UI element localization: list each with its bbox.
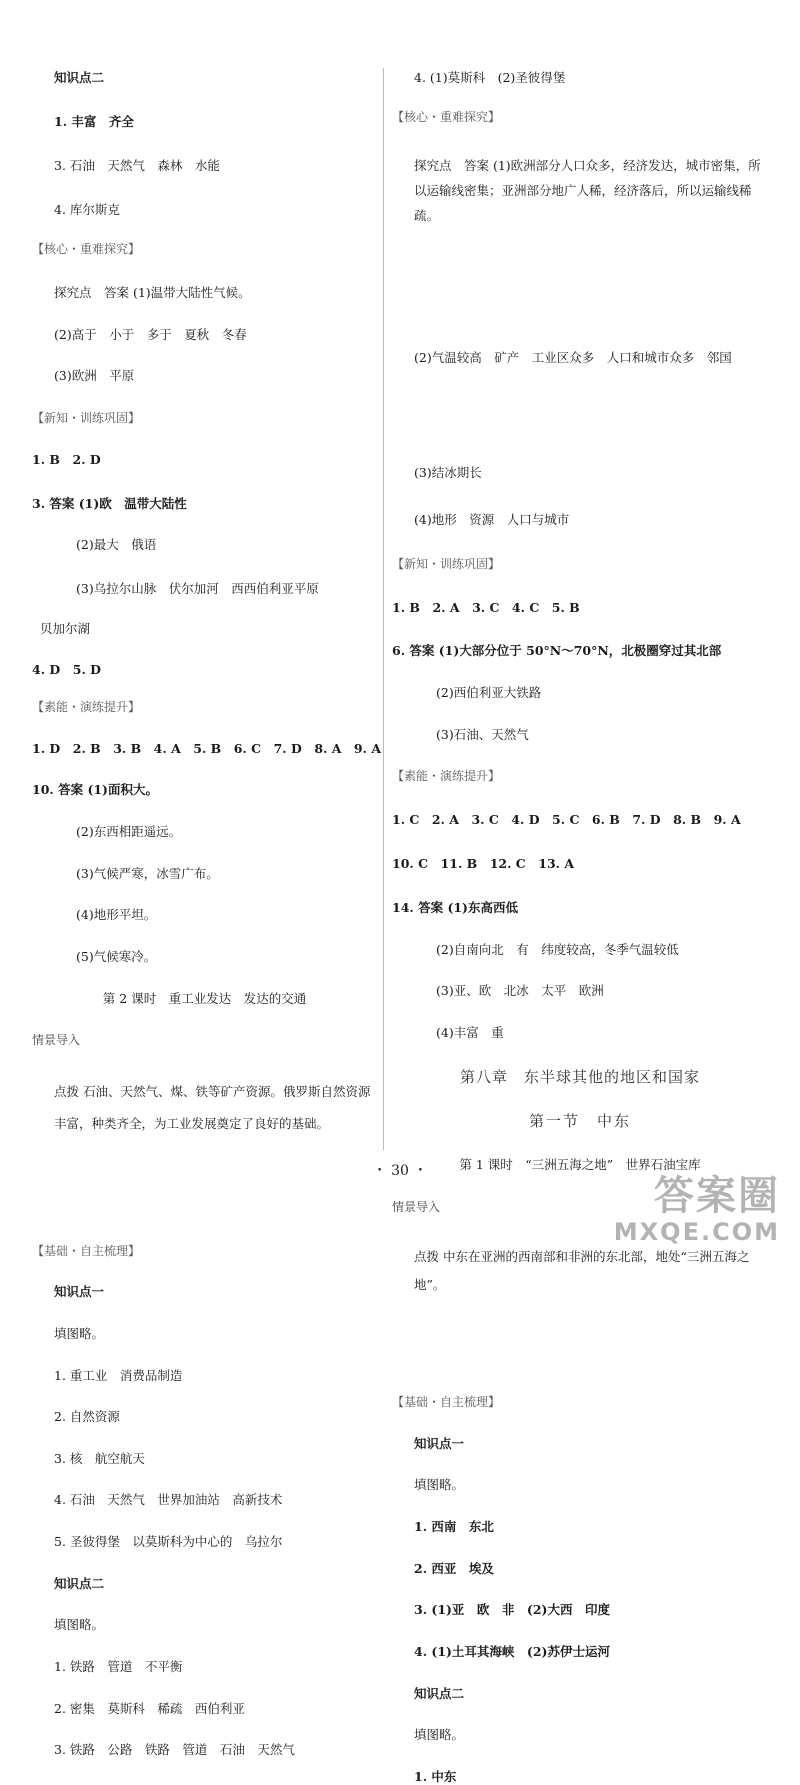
section-header: 【新知・训练巩固】 bbox=[32, 411, 141, 426]
answer-line: 1. C 2. A 3. C 4. D 5. C 6. B 7. D 8. B 9. A bbox=[392, 812, 741, 828]
answer-line: 1. B 2. A 3. C 4. C 5. B bbox=[392, 599, 580, 615]
answer-line: (4)地形 资源 人口与城市 bbox=[414, 511, 570, 527]
answer-line: 10. C 11. B 12. C 13. A bbox=[392, 856, 575, 872]
section-header: 【核心・重难探究】 bbox=[32, 242, 141, 257]
answer-line: 3. 铁路 公路 铁路 管道 石油 天然气 bbox=[54, 1742, 295, 1758]
answer-line: 2. 自然资源 bbox=[54, 1409, 120, 1425]
answer-line: 1. D 2. B 3. B 4. A 5. B 6. C 7. D 8. A 9. A bbox=[32, 740, 382, 756]
answer-line: 1. 中东 bbox=[414, 1768, 457, 1784]
knowledge-point-heading: 知识点二 bbox=[54, 70, 105, 85]
answer-paragraph: 点拨 石油、天然气、煤、铁等矿产资源。俄罗斯自然资源丰富，种类齐全，为工业发展奠定了良好的基础。 bbox=[54, 1084, 371, 1132]
knowledge-point-heading: 知识点一 bbox=[54, 1284, 105, 1300]
answer-line: 1. 西南 东北 bbox=[414, 1519, 494, 1534]
answer-line: 1. 铁路 管道 不平衡 bbox=[54, 1658, 183, 1674]
answer-line: (3)石油、天然气 bbox=[436, 726, 529, 742]
answer-line: 3. (1)亚 欧 非 (2)大西 印度 bbox=[414, 1602, 610, 1618]
knowledge-point-heading: 知识点一 bbox=[414, 1435, 465, 1451]
answer-line: 1. B 2. D bbox=[32, 451, 101, 467]
left-column bbox=[32, 70, 382, 1758]
section-title: 第一节 中东 bbox=[528, 1112, 631, 1131]
answer-paragraph: (2)气温较高 矿产 工业区众多 人口和城市众多 邻国 bbox=[414, 349, 732, 365]
answer-line: (4)地形平坦。 bbox=[76, 907, 157, 923]
answer-line: 填图略。 bbox=[414, 1727, 465, 1743]
answer-line: (4)丰富 重 bbox=[436, 1025, 504, 1041]
watermark-logo bbox=[614, 1174, 780, 1246]
answer-line: (2)东西相距遥远。 bbox=[76, 824, 182, 839]
answer-line: (3)结冰期长 bbox=[414, 465, 482, 481]
section-header: 【基础・自主梳理】 bbox=[392, 1395, 501, 1410]
section-header: 【素能・演练提升】 bbox=[392, 769, 501, 784]
knowledge-point-heading: 知识点二 bbox=[54, 1575, 105, 1591]
answer-line: 填图略。 bbox=[414, 1477, 465, 1493]
answer-line: 1. 重工业 消费品制造 bbox=[54, 1367, 183, 1383]
answer-line: (2)高于 小于 多于 夏秋 冬春 bbox=[54, 326, 247, 342]
answer-line: 4. (1)莫斯科 (2)圣彼得堡 bbox=[414, 70, 566, 85]
answer-line: 探究点 答案 (1)温带大陆性气候。 bbox=[54, 285, 251, 301]
answer-line: 3. 核 航空航天 bbox=[54, 1450, 145, 1466]
answer-line: (3)气候严寒，冰雪广布。 bbox=[76, 865, 219, 881]
answer-line: (3)欧洲 平原 bbox=[54, 368, 135, 384]
answer-line: 5. 圣彼得堡 以莫斯科为中心的 乌拉尔 bbox=[54, 1534, 283, 1550]
subsection-title: 情景导入 bbox=[32, 1033, 81, 1048]
page-number: ・ 30 ・ bbox=[372, 1163, 428, 1179]
answer-line: 3. 石油 天然气 森林 水能 bbox=[54, 157, 220, 173]
answer-line: 6. 答案 (1)大部分位于 50°N～70°N，北极圈穿过其北部 bbox=[392, 643, 722, 659]
answer-line: 10. 答案 (1)面积大。 bbox=[32, 782, 158, 798]
section-header: 【素能・演练提升】 bbox=[32, 700, 141, 715]
column-divider bbox=[383, 68, 384, 1150]
answer-paragraph: 点拨 中东在亚洲的西南部和非洲的东北部，地处“三洲五海之地”。 bbox=[414, 1248, 750, 1292]
answer-paragraph: 探究点 答案 (1)欧洲部分人口众多，经济发达，城市密集，所以运输线密集；亚洲部分地广人稀，经济落后，所以运输线稀疏。 bbox=[414, 158, 761, 224]
answer-line: (3)亚、欧 北冰 太平 欧洲 bbox=[436, 983, 604, 999]
answer-line: 4. (1)土耳其海峡 (2)苏伊士运河 bbox=[414, 1643, 610, 1659]
answer-line: 4. D 5. D bbox=[32, 662, 101, 678]
section-header: 【核心・重难探究】 bbox=[392, 110, 501, 125]
answer-line: 填图略。 bbox=[54, 1617, 105, 1633]
answer-line: 4. 石油 天然气 世界加油站 高新技术 bbox=[54, 1492, 283, 1508]
chapter-title: 第八章 东半球其他的地区和国家 bbox=[459, 1068, 700, 1087]
watermark-brand: 答案圈 bbox=[654, 1173, 780, 1219]
knowledge-point-heading: 知识点二 bbox=[414, 1685, 465, 1701]
answer-line: 贝加尔湖 bbox=[40, 620, 91, 636]
answer-line: (3)乌拉尔山脉 伏尔加河 西西伯利亚平原 bbox=[76, 581, 319, 597]
answer-line: (2)最大 俄语 bbox=[76, 537, 157, 553]
answer-line: 3. 答案 (1)欧 温带大陆性 bbox=[32, 495, 187, 511]
answer-line: 2. 西亚 埃及 bbox=[414, 1560, 494, 1576]
lesson-title: 第 1 课时 “三洲五海之地” 世界石油宝库 bbox=[459, 1157, 701, 1172]
answer-line: (5)气候寒冷。 bbox=[76, 948, 157, 964]
answer-line: (2)西伯利亚大铁路 bbox=[436, 685, 542, 701]
answer-line: 填图略。 bbox=[54, 1325, 105, 1341]
answer-line: 2. 密集 莫斯科 稀疏 西伯利亚 bbox=[54, 1700, 245, 1716]
watermark-site: MXQE.COM bbox=[613, 1218, 780, 1246]
answer-line: 14. 答案 (1)东高西低 bbox=[392, 900, 518, 916]
subsection-title: 情景导入 bbox=[392, 1199, 441, 1214]
section-header: 【新知・训练巩固】 bbox=[392, 556, 501, 571]
answer-line: 4. 库尔斯克 bbox=[54, 201, 120, 217]
section-header: 【基础・自主梳理】 bbox=[32, 1243, 141, 1258]
lesson-title: 第 2 课时 重工业发达 发达的交通 bbox=[102, 990, 307, 1006]
answer-line: 1. 丰富 齐全 bbox=[54, 113, 134, 129]
answer-line: (2)自南向北 有 纬度较高，冬季气温较低 bbox=[436, 941, 679, 957]
